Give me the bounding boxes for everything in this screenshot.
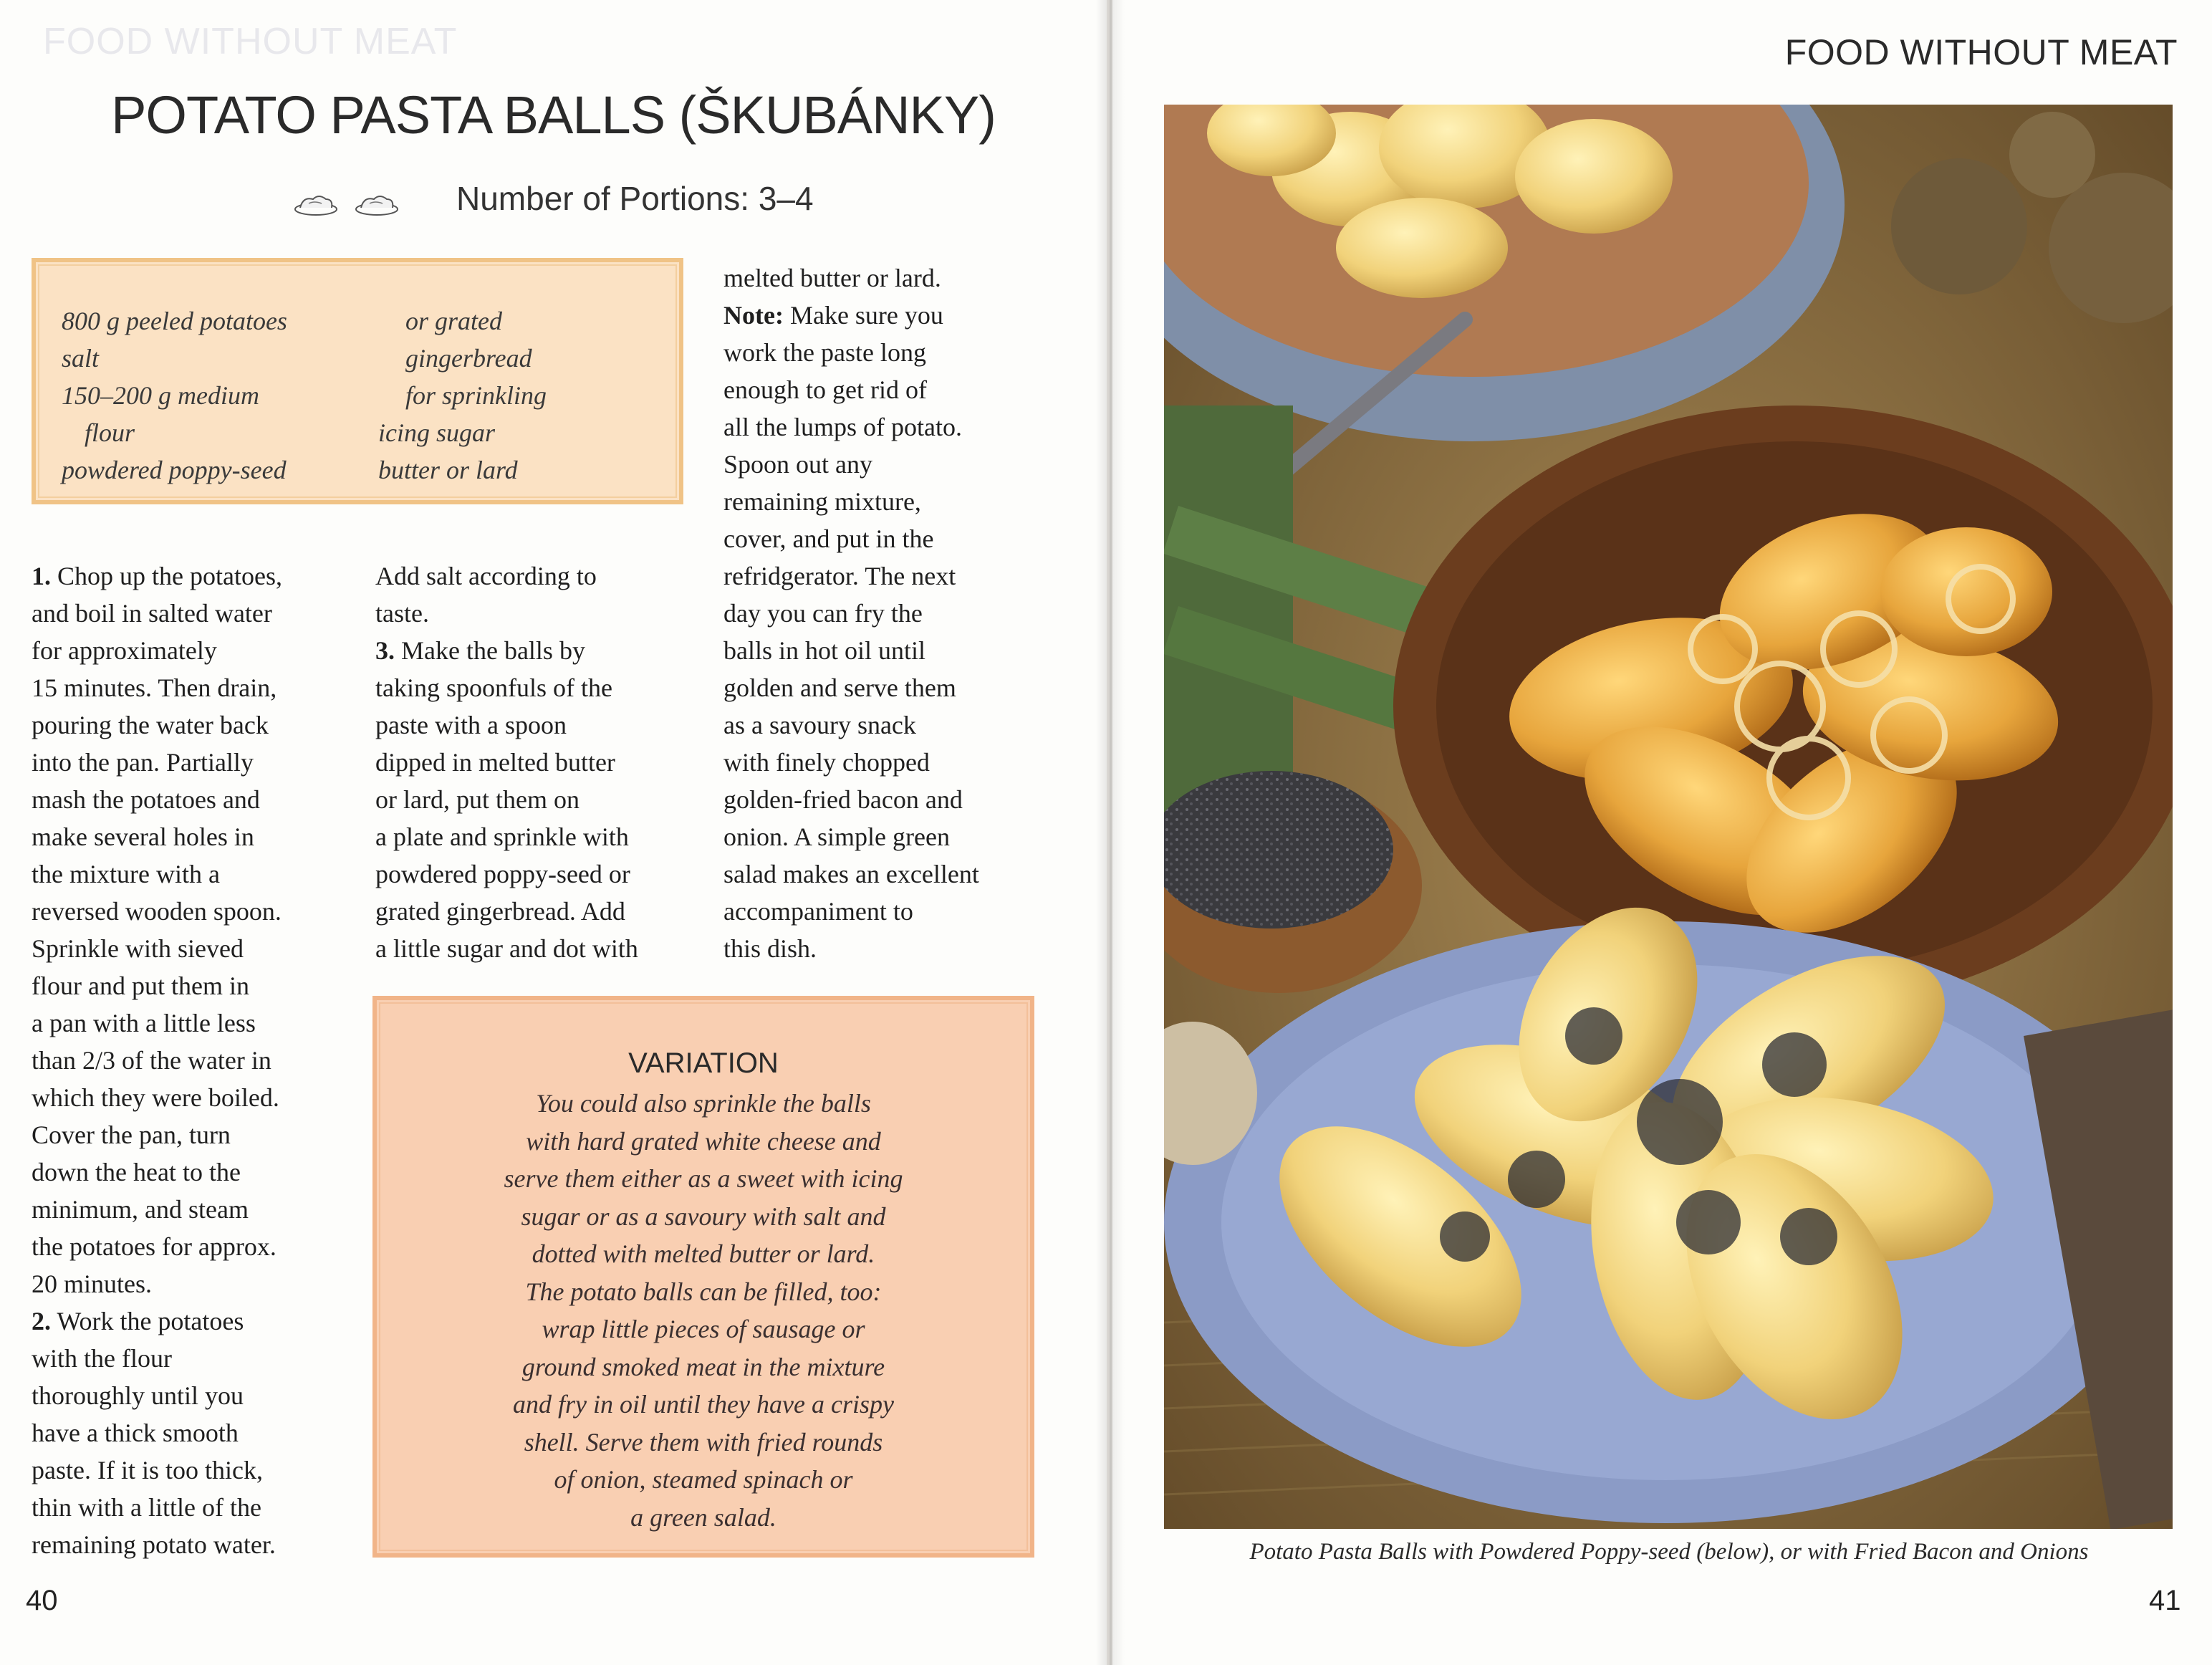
plate-icon <box>354 192 400 216</box>
variation-line: and fry in oil until they have a crispy <box>513 1390 894 1419</box>
ingredient: powdered poppy-seed <box>62 456 287 484</box>
method-line: Note: Make sure you <box>723 301 943 330</box>
method-line: cover, and put in the <box>723 524 934 553</box>
method-line: Cover the pan, turn <box>32 1121 231 1149</box>
variation-line: ground smoked meat in the mixture <box>521 1352 885 1381</box>
ingredient: icing sugar <box>378 418 496 447</box>
method-line: Sprinkle with sieved <box>32 934 244 963</box>
ingredients-box <box>32 258 683 504</box>
method-line: a pan with a little less <box>32 1009 256 1037</box>
variation-line: serve them either as a sweet with icing <box>504 1164 903 1193</box>
ingredient: or grated <box>405 307 502 335</box>
method-line: mash the potatoes and <box>32 785 260 814</box>
method-line: taking spoonfuls of the <box>375 673 612 702</box>
method-line: taste. <box>375 599 429 628</box>
method-line: refridgerator. The next <box>723 562 956 590</box>
variation-text <box>377 1085 1030 1536</box>
method-line: onion. A simple green <box>723 822 950 851</box>
running-header: FOOD WITHOUT MEAT <box>1784 32 2178 72</box>
method-line: than 2/3 of the water in <box>32 1046 271 1075</box>
method-line: 1. Chop up the potatoes, <box>32 562 282 590</box>
method-line: powdered poppy-seed or <box>375 860 630 888</box>
method-line: 2. Work the potatoes <box>32 1307 244 1335</box>
variation-line: shell. Serve them with fried rounds <box>524 1427 883 1457</box>
method-line: this dish. <box>723 934 817 963</box>
variation-line: The potato balls can be filled, too: <box>525 1277 882 1306</box>
method-line: the potatoes for approx. <box>32 1232 276 1261</box>
method-line: Add salt according to <box>375 562 597 590</box>
page-number-left: 40 <box>26 1585 58 1616</box>
ingredient: for sprinkling <box>405 381 547 410</box>
portion-icons <box>293 182 405 221</box>
food-photo-illustration <box>1164 105 2173 1529</box>
plate-icon <box>293 192 339 216</box>
step-number: 3. <box>375 636 395 665</box>
method-line: the mixture with a <box>32 860 220 888</box>
variation-title: VARIATION <box>628 1047 779 1079</box>
variation-line: a green salad. <box>630 1502 776 1532</box>
method-column-2 <box>375 557 638 967</box>
ingredient: butter or lard <box>378 456 518 484</box>
method-line: thoroughly until you <box>32 1381 244 1410</box>
food-photo <box>1164 105 2173 1529</box>
variation-box <box>372 996 1034 1558</box>
method-line: dipped in melted butter <box>375 748 615 777</box>
ingredient: flour <box>85 418 135 447</box>
method-line: paste. If it is too thick, <box>32 1456 263 1484</box>
method-line: minimum, and steam <box>32 1195 249 1224</box>
method-line: Spoon out any <box>723 450 873 479</box>
method-line: 15 minutes. Then drain, <box>32 673 277 702</box>
recipe-title: POTATO PASTA BALLS (ŠKUBÁNKY) <box>111 85 996 145</box>
method-line: reversed wooden spoon. <box>32 897 282 926</box>
method-line: as a savoury snack <box>723 711 916 739</box>
variation-line: You could also sprinkle the balls <box>536 1089 871 1118</box>
method-line: thin with a little of the <box>32 1493 261 1522</box>
method-line: melted butter or lard. <box>723 264 941 292</box>
method-column-1 <box>32 557 282 1563</box>
ingredient: salt <box>62 344 100 373</box>
variation-line: of onion, steamed spinach or <box>554 1465 853 1494</box>
step-number: 1. <box>32 562 51 590</box>
method-line: all the lumps of potato. <box>723 413 962 441</box>
method-line: balls in hot oil until <box>723 636 926 665</box>
ingredient: gingerbread <box>405 344 532 373</box>
method-line: salad makes an excellent <box>723 860 979 888</box>
note-label: Note: <box>723 301 784 330</box>
method-line: enough to get rid of <box>723 375 927 404</box>
method-line: 3. Make the balls by <box>375 636 585 665</box>
method-line: accompaniment to <box>723 897 913 926</box>
method-line: or lard, put them on <box>375 785 580 814</box>
method-line: work the paste long <box>723 338 926 367</box>
ingredient: 150–200 g medium <box>62 381 259 410</box>
book-gutter <box>1096 0 1125 1665</box>
portions-text: Number of Portions: 3–4 <box>456 180 814 217</box>
method-line: golden and serve them <box>723 673 956 702</box>
variation-line: sugar or as a savoury with salt and <box>521 1201 886 1231</box>
method-line: and boil in salted water <box>32 599 272 628</box>
method-line: with finely chopped <box>723 748 930 777</box>
variation-line: wrap little pieces of sausage or <box>542 1315 865 1343</box>
page-number-right: 41 <box>2149 1585 2181 1616</box>
variation-line: dotted with melted butter or lard. <box>532 1239 875 1268</box>
method-line: paste with a spoon <box>375 711 567 739</box>
method-line: make several holes in <box>32 822 254 851</box>
method-line: 20 minutes. <box>32 1270 152 1298</box>
method-line: golden-fried bacon and <box>723 785 963 814</box>
method-line: flour and put them in <box>32 971 249 1000</box>
method-line: down the heat to the <box>32 1158 241 1186</box>
method-line: remaining potato water. <box>32 1530 276 1559</box>
method-line: into the pan. Partially <box>32 748 254 777</box>
method-line: grated gingerbread. Add <box>375 897 625 926</box>
method-line: with the flour <box>32 1344 172 1373</box>
ingredients-column-1 <box>62 302 287 489</box>
ingredient: 800 g peeled potatoes <box>62 307 287 335</box>
method-line: which they were boiled. <box>32 1083 279 1112</box>
step-number: 2. <box>32 1307 51 1335</box>
running-header-ghost: FOOD WITHOUT MEAT <box>43 21 458 62</box>
method-line: pouring the water back <box>32 711 269 739</box>
method-line: a plate and sprinkle with <box>375 822 629 851</box>
method-line: a little sugar and dot with <box>375 934 638 963</box>
method-column-3 <box>723 259 979 967</box>
method-line: remaining mixture, <box>723 487 921 516</box>
method-line: day you can fry the <box>723 599 923 628</box>
portions-row <box>0 179 1107 221</box>
photo-caption: Potato Pasta Balls with Powdered Poppy-seed (below), or with Fried Bacon and Onions <box>1249 1539 2089 1565</box>
method-line: have a thick smooth <box>32 1419 239 1447</box>
method-line: for approximately <box>32 636 217 665</box>
variation-line: with hard grated white cheese and <box>526 1126 881 1156</box>
ingredients-column-2 <box>378 302 547 489</box>
